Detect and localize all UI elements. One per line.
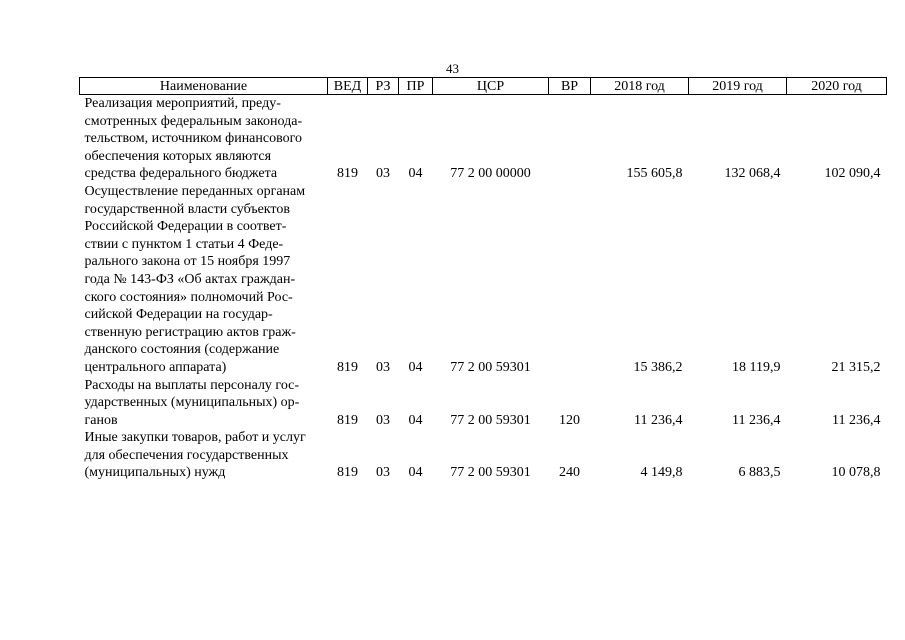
row-ved: 819	[337, 465, 358, 481]
row-csr: 77 2 00 59301	[450, 465, 531, 481]
budget-table	[79, 77, 887, 482]
row-amount-2019: 132 068,4	[724, 166, 781, 182]
header-rz: РЗ	[368, 78, 399, 95]
header-vr: ВР	[549, 78, 591, 95]
row-vr: 240	[559, 465, 580, 481]
table-row	[80, 429, 887, 482]
table-row	[80, 183, 887, 377]
header-2020: 2020 год	[787, 78, 887, 95]
row-amount-2018: 4 149,8	[640, 465, 683, 481]
row-rz: 03	[376, 412, 390, 428]
table-row	[80, 377, 887, 430]
page-number: 43	[446, 61, 459, 76]
row-pr: 04	[408, 465, 423, 481]
row-amount-2020: 102 090,4	[824, 166, 881, 182]
row-ved: 819	[337, 359, 358, 375]
row-amount-2020: 10 078,8	[831, 465, 881, 481]
row-vr: 120	[559, 412, 580, 428]
row-name: Иные закупки товаров, работ и услуг для обеспечения государственных (муниципальных) нужд	[84, 430, 306, 481]
row-amount-2018: 15 386,2	[633, 359, 683, 375]
row-csr: 77 2 00 59301	[450, 412, 531, 428]
row-name: Расходы на выплаты персоналу гос- ударственных (муниципальных) ор- ганов	[84, 377, 300, 428]
header-ved: ВЕД	[328, 78, 368, 95]
row-ved: 819	[337, 166, 358, 182]
header-2018: 2018 год	[591, 78, 689, 95]
row-ved: 819	[337, 412, 358, 428]
row-name: Осуществление переданных органам государственной власти субъектов Российской Федерации в соответ- ствии с пунктом 1 статьи 4 Феде- рального закона от 15 ноября 1997 года № 143-ФЗ «Об актах граждан- ского состояния» полномочий Рос- сийской Федерации на государ- ственную регистрацию актов граж- данского состояния (содержание центрального аппарата)	[84, 183, 306, 375]
row-csr: 77 2 00 59301	[450, 359, 531, 375]
header-csr: ЦСР	[433, 78, 549, 95]
row-pr: 04	[408, 412, 423, 428]
row-rz: 03	[376, 359, 390, 375]
row-amount-2018: 155 605,8	[626, 166, 683, 182]
table-body	[80, 95, 887, 483]
row-vr	[549, 95, 591, 183]
row-amount-2019: 11 236,4	[732, 412, 781, 428]
header-name: Наименование	[80, 78, 328, 95]
row-amount-2020: 21 315,2	[831, 359, 881, 375]
row-amount-2018: 11 236,4	[634, 412, 683, 428]
table-header	[80, 78, 887, 95]
row-amount-2019: 6 883,5	[738, 465, 781, 481]
row-rz: 03	[376, 166, 390, 182]
row-rz: 03	[376, 465, 390, 481]
table-row	[80, 95, 887, 183]
row-csr: 77 2 00 00000	[450, 166, 531, 182]
row-pr: 04	[408, 359, 423, 375]
header-pr: ПР	[399, 78, 433, 95]
row-amount-2019: 18 119,9	[732, 359, 781, 375]
row-pr: 04	[408, 166, 423, 182]
header-2019: 2019 год	[689, 78, 787, 95]
row-vr	[549, 183, 591, 377]
row-amount-2020: 11 236,4	[832, 412, 881, 428]
row-name: Реализация мероприятий, преду- смотренных федеральным законода- тельством, источником финансового обеспечения которых являются средства федерального бюджета	[84, 96, 303, 182]
